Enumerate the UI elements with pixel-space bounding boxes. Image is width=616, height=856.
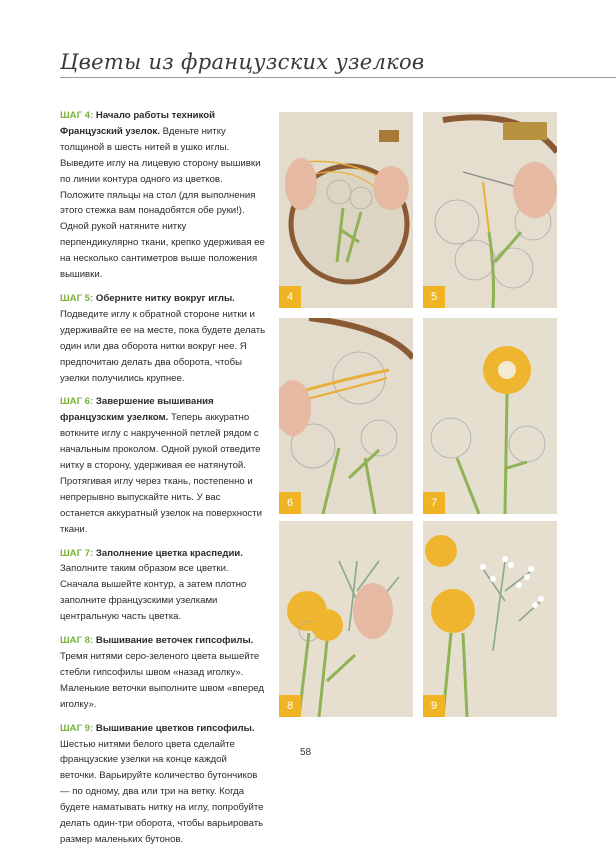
photo-step-badge: 9 — [423, 695, 445, 717]
step-body: Подведите иглу к обратной стороне нитки и удерживайте ее на месте, пока будете делать один или два оборота нитки вокруг нее. Я предпочитаю делать два оборота, чтобы узелки получились крупнее. — [60, 308, 266, 384]
step-heading: Оберните нитку вокруг иглы. — [95, 292, 235, 304]
step-heading: Заполнение цветка краспедии. — [95, 547, 243, 559]
title-divider — [60, 77, 616, 78]
photo-gypsophila-stems — [279, 521, 413, 717]
step-6 — [60, 394, 266, 537]
step-number: ШАГ 8: — [60, 635, 94, 647]
step-body: Вденьте нитку толщиной в шесть нитей в ушко иглы. Выведите иглу на лицевую сторону вышивки по линии контура одного из цветков. Положите пяльцы на стол (для выполнения этого стежка вам понадобятся обе руки!). Одной рукой натяните нитку перпендикулярно ткани, крепко удерживая ее на несколько сантиметров выше положения вышивки. — [60, 125, 265, 281]
photo-step-badge: 4 — [279, 286, 301, 308]
step-number: ШАГ 6: — [60, 396, 94, 408]
photo-gypsophila-flowers — [423, 521, 557, 717]
photo-craspedia-filled — [423, 318, 557, 514]
page-title: Цветы из французских узелков — [60, 50, 425, 74]
step-number: ШАГ 5: — [60, 292, 94, 304]
step-photo-7 — [423, 318, 557, 514]
step-9 — [60, 721, 266, 848]
step-photo-4 — [279, 112, 413, 308]
step-photo-8 — [279, 521, 413, 717]
step-photo-9 — [423, 521, 557, 717]
photo-hoop-thread-pulled — [279, 112, 413, 308]
step-body: Заполните таким образом все цветки. Сначала вышейте контур, а затем плотно заполните французскими узелками центральную часть цветка. — [60, 563, 247, 623]
step-photo-6 — [279, 318, 413, 514]
step-photo-5 — [423, 112, 557, 308]
step-heading: Вышивание веточек гипсофилы. — [95, 635, 254, 647]
photo-step-badge: 5 — [423, 286, 445, 308]
photo-step-badge: 8 — [279, 695, 301, 717]
step-number: ШАГ 9: — [60, 722, 94, 734]
step-7 — [60, 546, 266, 626]
step-number: ШАГ 4: — [60, 110, 94, 121]
photo-step-badge: 7 — [423, 492, 445, 514]
photo-knot-finish — [279, 318, 413, 514]
instructions-column — [60, 108, 266, 856]
step-body: Тремя нитями серо-зеленого цвета вышейте стебли гипсофилы швом «назад иголку». Маленькие веточки выполните швом «вперед иголку». — [60, 651, 265, 710]
step-heading: Завершение вышивания французским узелком. — [60, 396, 214, 424]
step-5 — [60, 291, 266, 386]
step-number: ШАГ 7: — [60, 547, 94, 559]
step-8 — [60, 633, 266, 713]
photo-step-badge: 6 — [279, 492, 301, 514]
step-body: Шестью нитями белого цвета сделайте французские узелки на конце каждой веточки. Варьируйте количество бутончиков — по одному, два или три на ветку. Когда будете наматывать нитку на иглу, попробуйте делать один-три оборота, чтобы варьировать размер маленьких бутонов. — [60, 738, 264, 845]
step-body: Теперь аккуратно воткните иглу с накрученной петлей рядом с начальным проколом. Одной рукой отведите нитку в сторону, удерживая ее натянутой. Протягивая иглу через ткань, постепенно и непрерывно выпускайте нить. У вас останется аккуратный узелок на поверхности ткани. — [60, 412, 262, 535]
photo-needle-wrap — [423, 112, 557, 308]
step-heading: Начало работы техникой Французский узелок. — [60, 110, 215, 137]
step-4 — [60, 108, 266, 283]
page-number: 58 — [300, 747, 312, 758]
step-heading: Вышивание цветков гипсофилы. — [95, 722, 255, 734]
